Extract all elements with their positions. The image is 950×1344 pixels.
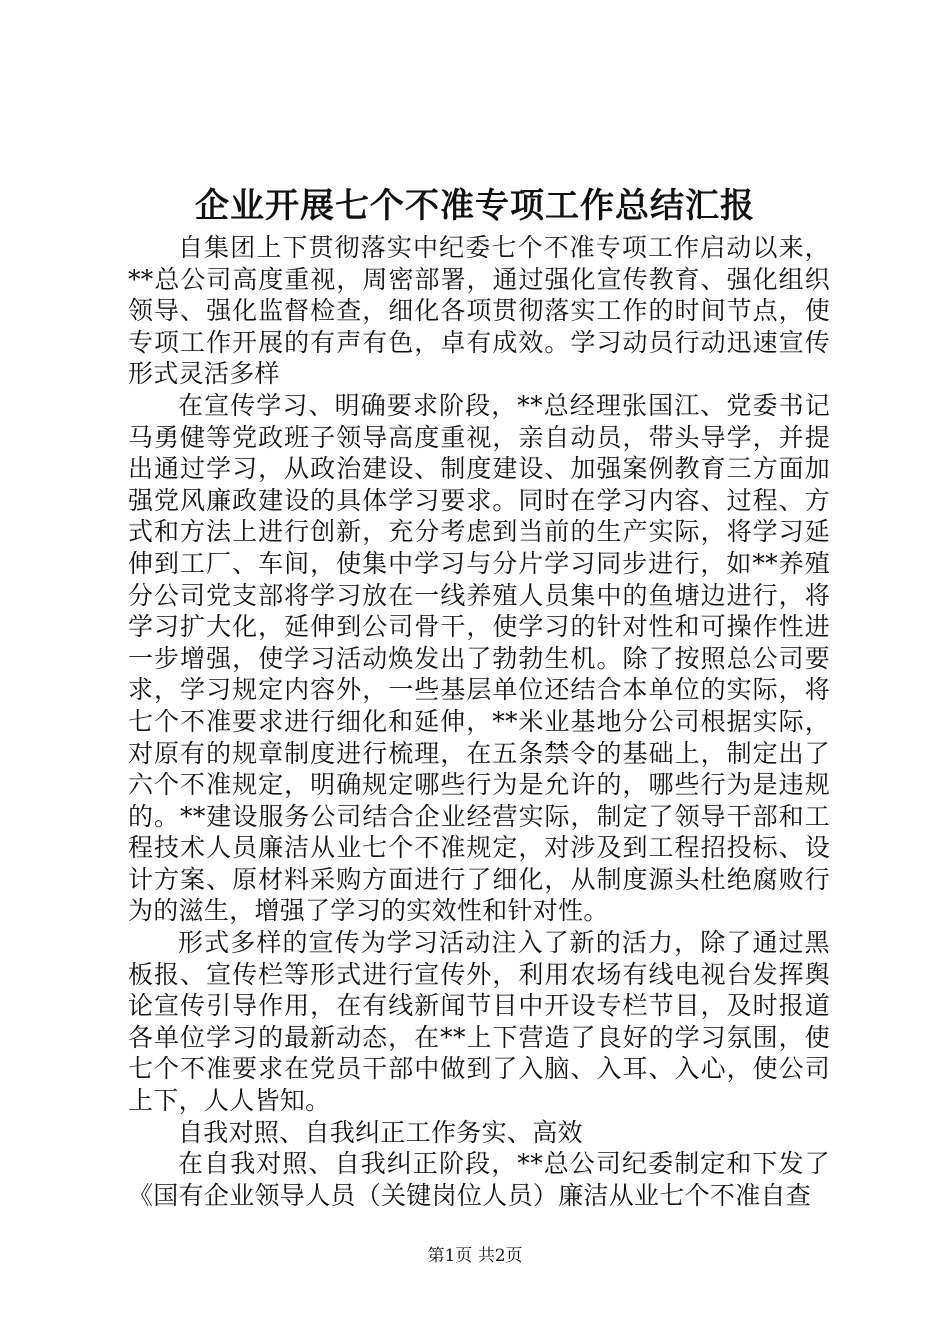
paragraph-self-check: 在自我对照、自我纠正阶段，**总公司纪委制定和下发了《国有企业领导人员（关键岗位人员）廉洁从业七个不准自查: [128, 1149, 830, 1210]
paragraph-publicity: 形式多样的宣传为学习活动注入了新的活力，除了通过黑板报、宣传栏等形式进行宣传外，利用农场有线电视台发挥舆论宣传引导作用，在有线新闻节目中开设专栏节目，及时报道各单位学习的最新动态，在**上下营造了良好的学习氛围，使七个不准要求在党员干部中做到了入脑、入耳、入心，使公司上下，人人皆知。: [128, 928, 830, 1116]
document-body: [128, 232, 830, 1211]
page-footer: 第1页 共2页: [427, 1246, 523, 1266]
paragraph-section-heading: 自我对照、自我纠正工作务实、高效: [178, 1117, 583, 1147]
document-title: 企业开展七个不准专项工作总结汇报: [195, 186, 755, 226]
paragraph-intro: 自集团上下贯彻落实中纪委七个不准专项工作启动以来，**总公司高度重视，周密部署，通过强化宣传教育、强化组织领导、强化监督检查，细化各项贯彻落实工作的时间节点，使专项工作开展的有声有色，卓有成效。学习动员行动迅速宣传形式灵活多样: [128, 233, 830, 389]
paragraph-study-stage: 在宣传学习、明确要求阶段，**总经理张国江、党委书记马勇健等党政班子领导高度重视，亲自动员，带头导学，并提出通过学习，从政治建设、制度建设、加强案例教育三方面加强党风廉政建设的具体学习要求。同时在学习内容、过程、方式和方法上进行创新，充分考虑到当前的生产实际，将学习延伸到工厂、车间，使集中学习与分片学习同步进行，如**养殖分公司党支部将学习放在一线养殖人员集中的鱼塘边进行，将学习扩大化，延伸到公司骨干，使学习的针对性和可操作性进一步增强，使学习活动焕发出了勃勃生机。除了按照总公司要求，学习规定内容外，一些基层单位还结合本单位的实际，将七个不准要求进行细化和延伸，**米业基地分公司根据实际，对原有的规章制度进行梳理，在五条禁令的基础上，制定出了六个不准规定，明确规定哪些行为是允许的，哪些行为是违规的。**建设服务公司结合企业经营实际，制定了领导干部和工程技术人员廉洁从业七个不准规定，对涉及到工程招投标、设计方案、原材料采购方面进行了细化，从制度源头杜绝腐败行为的滋生，增强了学习的实效性和针对性。: [128, 390, 830, 926]
